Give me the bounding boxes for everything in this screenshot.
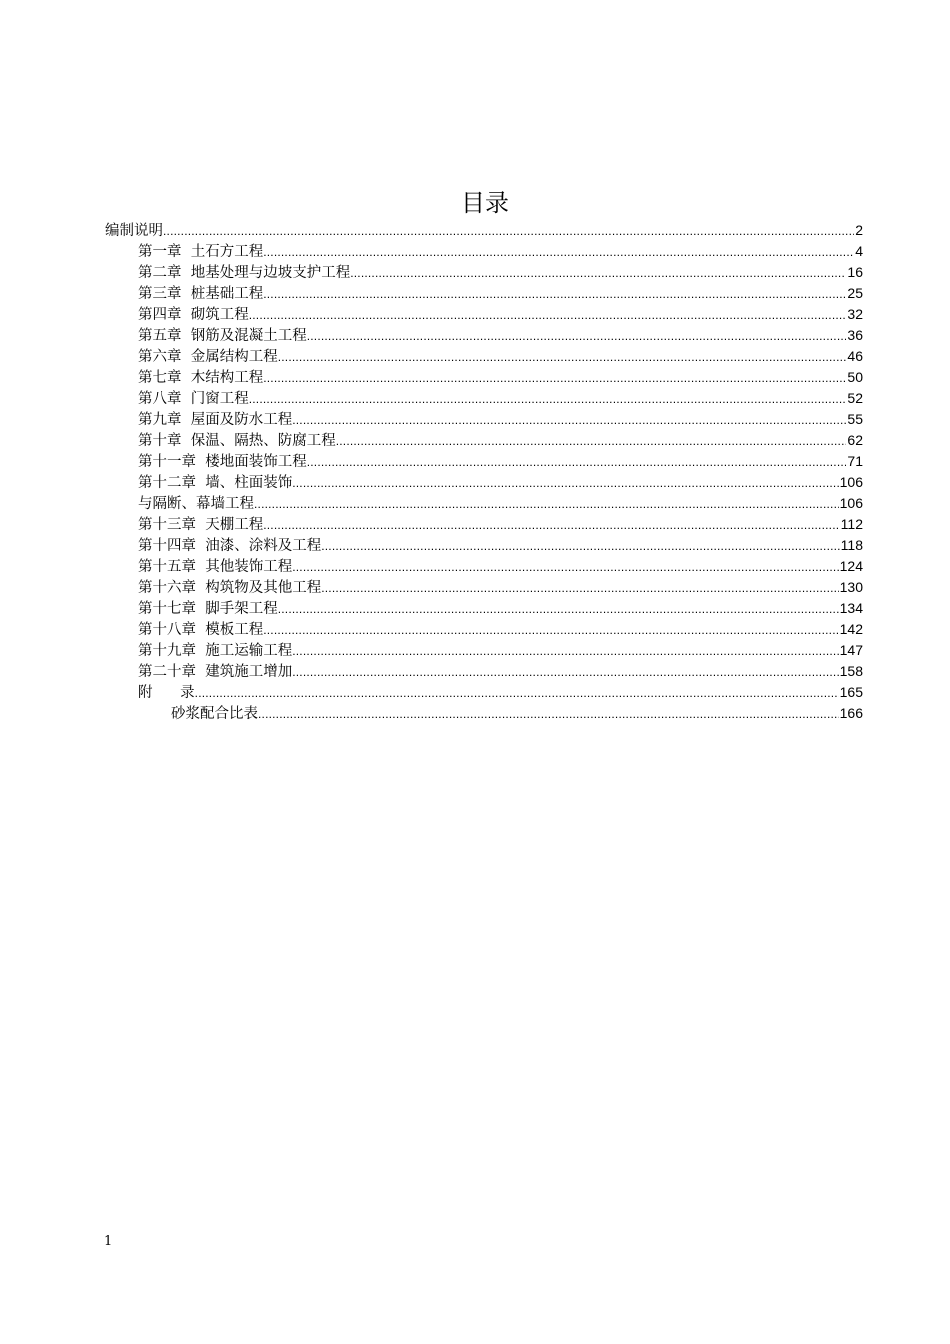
- toc-dot-leader: [292, 662, 838, 683]
- toc-dot-leader: [278, 599, 839, 620]
- toc-entry-page: 32: [847, 306, 863, 322]
- toc-dot-leader: [292, 557, 838, 578]
- toc-entry[interactable]: [105, 598, 863, 619]
- toc-entry[interactable]: [105, 325, 863, 346]
- toc-entry-page: 130: [839, 579, 863, 595]
- toc-dot-leader: [249, 389, 847, 410]
- toc-entry-page: 124: [839, 558, 863, 574]
- toc-entry-label: 第十二章 墙、柱面装饰: [138, 475, 293, 491]
- toc-entry-page: 118: [840, 537, 863, 553]
- toc-entry-label: 第十五章 其他装饰工程: [138, 559, 293, 575]
- toc-dot-leader: [249, 305, 847, 326]
- toc-entry-page: 2: [855, 222, 863, 238]
- toc-entry[interactable]: [105, 577, 863, 598]
- toc-dot-leader: [195, 683, 839, 704]
- toc-entry-label: 第十九章 施工运输工程: [138, 643, 293, 659]
- toc-entry[interactable]: [105, 409, 863, 430]
- toc-entry[interactable]: [105, 472, 863, 493]
- toc-entry-page: 16: [847, 264, 863, 280]
- toc-dot-leader: [307, 452, 847, 473]
- toc-dot-leader: [292, 473, 838, 494]
- toc-entry-label: 第一章 土石方工程: [138, 244, 264, 260]
- toc-entry[interactable]: [105, 682, 863, 703]
- toc-entry-page: 134: [839, 600, 863, 616]
- toc-entry-page: 62: [847, 432, 863, 448]
- toc-entry[interactable]: [105, 388, 863, 409]
- toc-dot-leader: [307, 326, 847, 347]
- toc-entry-page: 4: [855, 243, 863, 259]
- toc-entry-page: 165: [839, 684, 863, 700]
- toc-entry-page: 142: [839, 621, 863, 637]
- toc-entry-label: 第十六章 构筑物及其他工程: [138, 580, 322, 596]
- toc-entry[interactable]: [105, 262, 863, 283]
- toc-dot-leader: [292, 410, 846, 431]
- toc-entry-label: 第七章 木结构工程: [138, 370, 264, 386]
- toc-entry-label: 第十四章 油漆、涂料及工程: [138, 538, 322, 554]
- toc-entry-page: 106: [839, 495, 863, 511]
- toc-entry-page: 71: [847, 453, 863, 469]
- toc-dot-leader: [263, 620, 838, 641]
- toc-entry[interactable]: [105, 556, 863, 577]
- toc-entry-label: 第十八章 模板工程: [138, 622, 264, 638]
- toc-dot-leader: [292, 641, 838, 662]
- toc-dot-leader: [163, 221, 854, 242]
- toc-dot-leader: [321, 536, 839, 557]
- toc-dot-leader: [263, 368, 846, 389]
- toc-entry-label: 第五章 钢筋及混凝土工程: [138, 328, 307, 344]
- toc-dot-leader: [321, 578, 838, 599]
- toc-entry[interactable]: [105, 493, 863, 514]
- toc-entry-label: 第三章 桩基础工程: [138, 286, 264, 302]
- toc-entry-label: 第二章 地基处理与边坡支护工程: [138, 265, 351, 281]
- toc-entry-label: 第四章 砌筑工程: [138, 307, 249, 323]
- toc-entry[interactable]: [105, 430, 863, 451]
- toc-entry-page: 36: [847, 327, 863, 343]
- toc-dot-leader: [263, 242, 854, 263]
- toc-entry-label: 与隔断、幕墙工程: [138, 496, 254, 512]
- toc-entry-page: 25: [847, 285, 863, 301]
- toc-entry[interactable]: [105, 703, 863, 724]
- toc-entry-page: 147: [839, 642, 863, 658]
- page-number: 1: [104, 1234, 113, 1249]
- toc-dot-leader: [278, 347, 847, 368]
- toc-dot-leader: [258, 704, 839, 725]
- toc-dot-leader: [263, 515, 839, 536]
- toc-dot-leader: [254, 494, 839, 515]
- toc-entry-page: 166: [839, 705, 863, 721]
- toc-entry-label: 第十章 保温、隔热、防腐工程: [138, 433, 336, 449]
- toc-entry-page: 52: [847, 390, 863, 406]
- toc-entry-label: 第六章 金属结构工程: [138, 349, 278, 365]
- toc-entry[interactable]: [105, 619, 863, 640]
- toc-entry-page: 112: [840, 516, 863, 532]
- toc-entry-page: 106: [839, 474, 863, 490]
- toc-dot-leader: [336, 431, 847, 452]
- toc-entry[interactable]: [105, 220, 863, 241]
- toc-entry[interactable]: [105, 640, 863, 661]
- toc-entry-label: 第八章 门窗工程: [138, 391, 249, 407]
- toc-entry[interactable]: [105, 661, 863, 682]
- toc-entry-page: 158: [839, 663, 863, 679]
- toc-entry[interactable]: [105, 535, 863, 556]
- toc-entry-label: 第十七章 脚手架工程: [138, 601, 278, 617]
- toc-entry-label: 第九章 屋面及防水工程: [138, 412, 293, 428]
- toc-entry-label: 第二十章 建筑施工增加: [138, 664, 293, 680]
- toc-entry-page: 55: [847, 411, 863, 427]
- toc-entry-label: 附 录: [138, 685, 195, 701]
- toc-entry[interactable]: [105, 514, 863, 535]
- toc-entry-page: 46: [847, 348, 863, 364]
- toc-dot-leader: [263, 284, 846, 305]
- toc-entry-label: 编制说明: [105, 223, 163, 239]
- toc-list: [105, 220, 863, 724]
- toc-entry-label: 第十一章 楼地面装饰工程: [138, 454, 307, 470]
- toc-entry[interactable]: [105, 367, 863, 388]
- toc-title: 目录: [461, 189, 509, 217]
- toc-dot-leader: [350, 263, 846, 284]
- toc-entry-page: 50: [847, 369, 863, 385]
- toc-entry[interactable]: [105, 283, 863, 304]
- toc-entry[interactable]: [105, 241, 863, 262]
- toc-entry-label: 第十三章 天棚工程: [138, 517, 264, 533]
- toc-entry-label: 砂浆配合比表: [171, 706, 258, 722]
- toc-entry[interactable]: [105, 304, 863, 325]
- toc-entry[interactable]: [105, 451, 863, 472]
- toc-entry[interactable]: [105, 346, 863, 367]
